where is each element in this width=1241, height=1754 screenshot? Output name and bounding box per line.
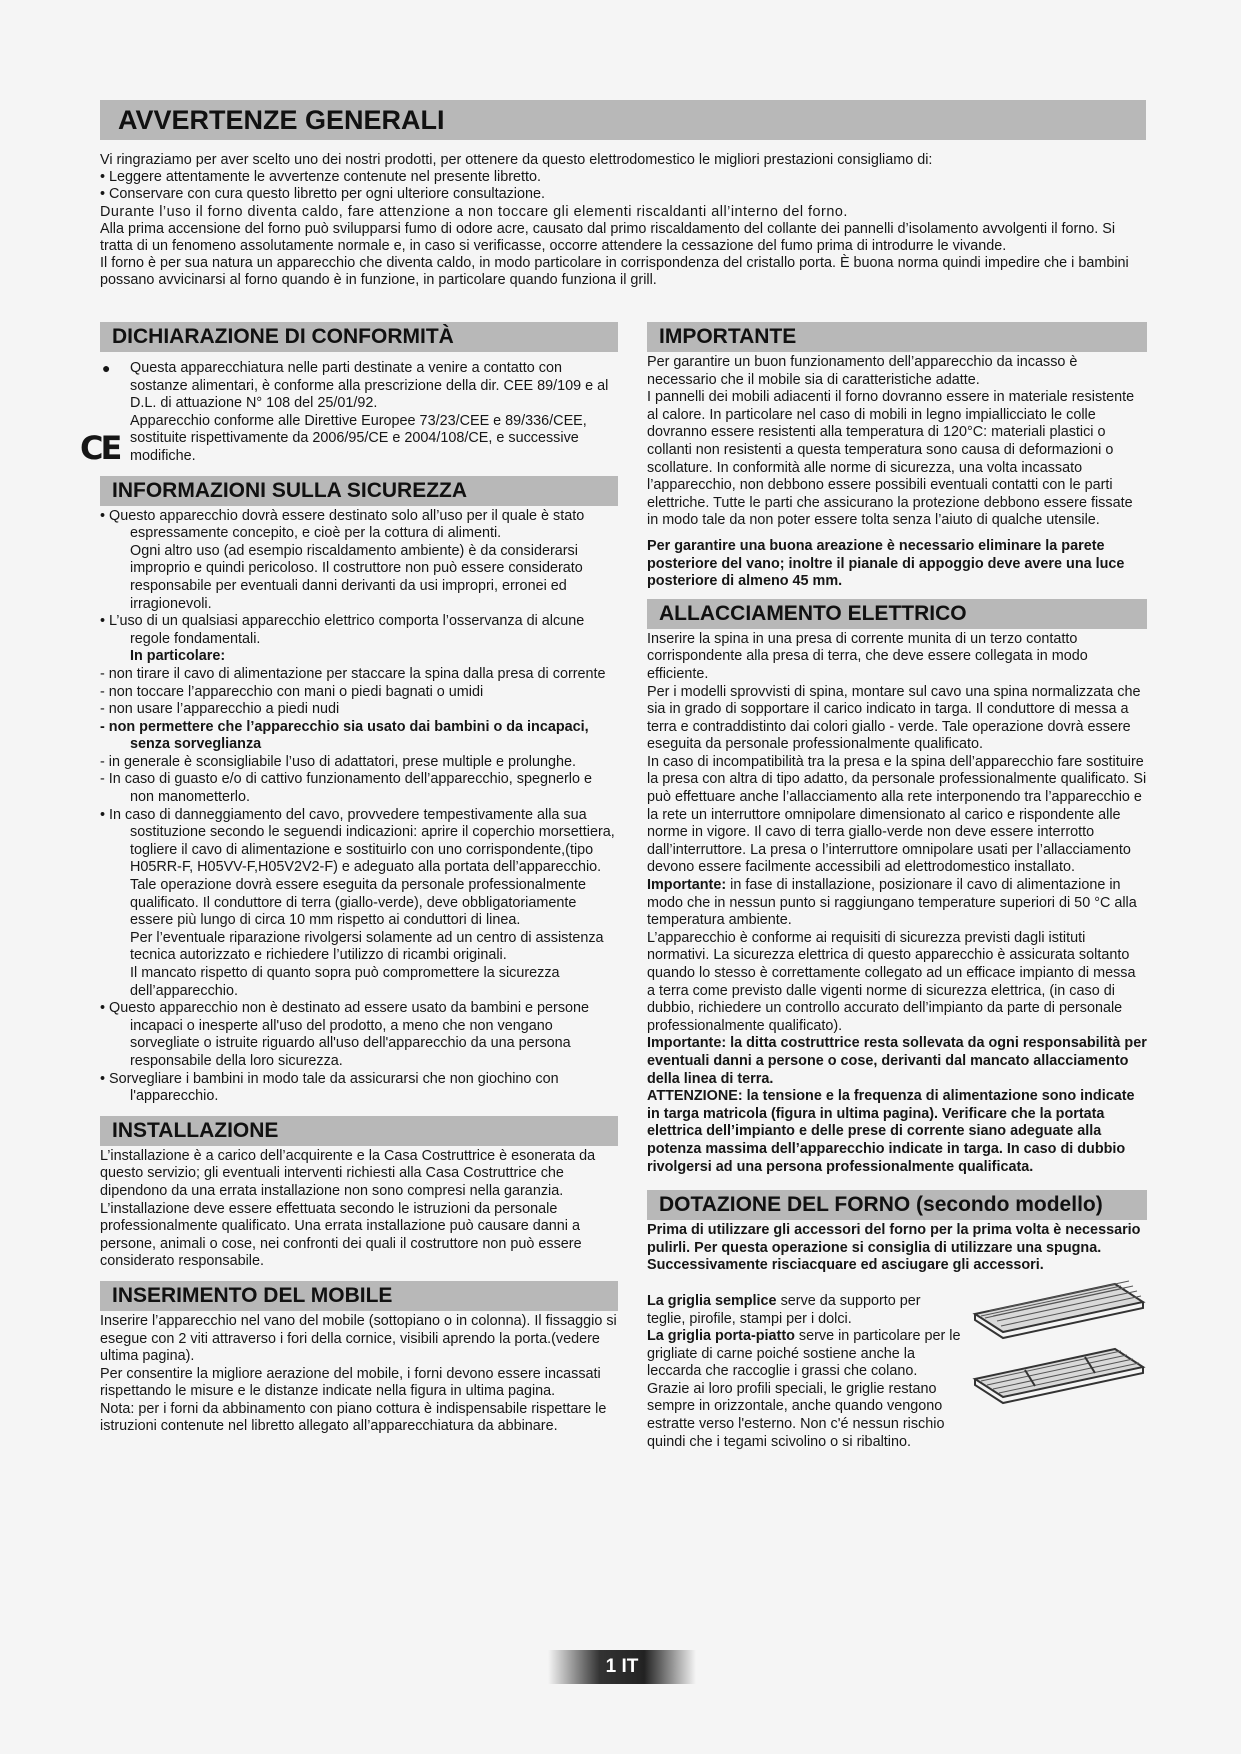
left-column (80, 322, 618, 1436)
section-title-conformita: DICHIARAZIONE DI CONFORMITÀ (100, 322, 618, 352)
intro-line: • Leggere attentamente le avvertenze contenute nel presente libretto. (100, 169, 542, 186)
sicurezza-item: Ogni altro uso (ad esempio riscaldamento ambiente) è da considerarsi improprio e quindi pericoloso. Il costruttore non può essere considerato responsabile per eventuali danni derivanti da usi impropri, erronei ed irragionevoli. (130, 542, 583, 612)
allacciamento-p7: ATTENZIONE: la tensione e la frequenza di alimentazione sono indicate in targa matricola (figura in ultima pagina). Verificare che la portata elettrica dell’impianto e delle prese di corrente siano adeguate alla potenza massima dell’apparecchio indicate in targa. In caso di dubbio rivolgersi ad una persona professionalmente qualificata. (647, 1088, 1135, 1175)
intro-line: Alla prima accensione del forno può svilupparsi fumo di odore acre, causato dal primo riscaldamento del collante dei pannelli d’isolamento avvolgenti il forno. Si tratta di un fenomeno assolutamente normale e, in caso si verificasse, occorre attendere la cessazione del fumo prima di introdurre le vivande. (100, 220, 1116, 255)
intro-text (100, 152, 1146, 290)
mobile-body (100, 1313, 618, 1436)
sicurezza-item: Per l’eventuale riparazione rivolgersi solamente ad un centro di assistenza tecnica autorizzato e richiedere l’utilizzo di ricambi originali. (130, 929, 604, 964)
allacciamento-p3: In caso di incompatibilità tra la presa e la spina dell’apparecchio fare sostituire la presa con altra di tipo adatto, da personale professionalmente qualificato. Si può effettuare anche l’allacciamento alla rete interponendo tra l’apparecchio e la rete un interruttore omnipolare dimensionato al carico e rispondente alle norme in vigore. Il cavo di terra giallo-verde non deve essere interrotto dall’interruttore. La presa o l’interruttore omnipolare usati per l’allacciamento devono essere facilmente accessibili ad elettrodomestico installato. (647, 753, 1147, 876)
mobile-p2: Per consentire la migliore aerazione del mobile, i forni devono essere incassati rispettando le misure e le distanze indicate nella figura in ultima pagina. (100, 1365, 601, 1400)
page-title: AVVERTENZE GENERALI (100, 100, 1146, 140)
installazione-p2: L’installazione deve essere effettuata secondo le istruzioni da personale professionalmente qualificato. Una errata installazione può causare danni a persone, animali o cose, nei confronti dei quali il costruttore non può essere considerato responsabile. (100, 1200, 582, 1270)
importante-p1: Per garantire un buon funzionamento dell’apparecchio da incasso è necessario che il mobile sia di caratteristiche adatte. (647, 354, 1078, 388)
oven-racks-illustration (965, 1274, 1150, 1409)
conformita-item (100, 360, 618, 466)
sicurezza-item: - in generale è sconsigliabile l’uso di adattatori, prese multiple e prolunghe. (100, 753, 576, 770)
allacciamento-p2: Per i modelli sprovvisti di spina, montare sul cavo una spina normalizzata che sia in grado di sopportare il carico indicato in targa. Il conduttore di messa a terra e contraddistinto dai colori giallo - verde. Tale operazione dovrà essere eseguita da personale professionalmente qualificato. (647, 683, 1141, 753)
importante-p3: Per garantire una buona areazione è necessario eliminare la parete posteriore del vano; inoltre il pianale di appoggio deve avere una luce posteriore di almeno 45 mm. (647, 537, 1125, 590)
griglia-porta-piatto-label: La griglia porta-piatto (647, 1328, 795, 1345)
sicurezza-item: - non toccare l’apparecchio con mani o piedi bagnati o umidi (100, 683, 484, 700)
griglia-porta-piatto (647, 1328, 962, 1381)
ce-mark-icon: CE (80, 429, 120, 467)
griglia-semplice-text: serve da supporto per teglie, pirofile, stampi per i dolci. (647, 1292, 921, 1327)
sicurezza-body (100, 508, 618, 1106)
sicurezza-item: • In caso di danneggiamento del cavo, provvedere tempestivamente alla sua sostituzione secondo le seguendi indicazioni: aprire il coperchio morsettiera, togliere il cavo di alimentazione e sostituirlo con uno corrispondente,(tipo H05RR-F, H05VV-F,H05V2V2-F) e adeguato alla portata dell’apparecchio. Tale operazione dovrà essere eseguita da personale professionalmente qualificato. Il conduttore di terra (giallo-verde), deve obbligatoriamente essere più lungo di circa 10 mm rispetto ai conduttori di linea. (100, 806, 615, 929)
allacciamento-p5: L’apparecchio è conforme ai requisiti di sicurezza previsti dagli istituti normativi. La sicurezza elettrica di questo apparecchio è assicurata soltanto quando lo stesso è correttamente collegato ad un efficace impianto di messa a terra come previsto dalle vigenti norme di sicurezza elettrica, (in caso di dubbio, richiedere un controllo accurato dell’impianto da parte di personale professionalmente qualificato). (647, 929, 1136, 1034)
page-number: 1 IT (548, 1650, 696, 1684)
section-title-sicurezza: INFORMAZIONI SULLA SICUREZZA (100, 476, 618, 506)
sicurezza-item: Il mancato rispetto di quanto sopra può compromettere la sicurezza dell’apparecchio. (130, 965, 560, 999)
allacciamento-p1: Inserire la spina in una presa di corrente munita di un terzo contatto corrispondente alla presa di terra, che deve essere collegata in modo efficiente. (647, 630, 1088, 682)
sicurezza-item: • Questo apparecchio non è destinato ad essere usato da bambini e persone incapaci o inesperte all'uso del prodotto, a meno che non vengano sorvegliate o istruite riguardo all'uso dell'apparecchio da una persona responsabile della loro sicurezza. (100, 1000, 590, 1069)
mobile-p3: Nota: per i forni da abbinamento con piano cottura è indispensabile rispettare le istruzioni contenute nel libretto allegato all’apparecchiatura da abbinare. (100, 1400, 607, 1435)
rack-bottom (975, 1349, 1143, 1403)
intro-line: Durante l’uso il forno diventa caldo, fare attenzione a non toccare gli elementi riscaldanti all’interno del forno. (100, 203, 848, 220)
sicurezza-item: • L’uso di un qualsiasi apparecchio elettrico comporta l’osservanza di alcune regole fondamentali. (100, 613, 585, 647)
sicurezza-item: • Questo apparecchio dovrà essere destinato solo all’uso per il quale è stato espressamente concepito, e cioè per la cottura di alimenti. (100, 507, 585, 542)
installazione-body (100, 1148, 618, 1271)
conformita-p2: Apparecchio conforme alle Direttive Europee 73/23/CEE e 89/336/CEE, sostituite rispettivamente da 2006/95/CE e 2004/108/CE, e successive modifiche. (130, 412, 587, 464)
dotazione-body (647, 1222, 1147, 1451)
installazione-p1: L’installazione è a carico dell’acquirente e la Casa Costruttrice è esonerata da questo servizio; gli eventuali interventi richiesti alla Casa Costruttrice che dipendono da una errata installazione non sono compresi nella garanzia. (100, 1147, 596, 1199)
sicurezza-subheading: In particolare: (130, 648, 226, 665)
importante-p2: I pannelli dei mobili adiacenti il forno dovranno essere in materiale resistente al calore. In particolare nel caso di mobili in legno impiallicciato le colle dovranno essere resistenti alla temperatura di 120°C: materiali plastici o collanti non resistenti a questa temperatura sono causa di deformazioni o scollature. In conformità alle norme di sicurezza, una volta incassato l’apparecchio, non debbono essere possibili eventuali contatti con le parti elettriche. Tutte le parti che assicurano la protezione debbono essere fissate in modo tale da non poter essere tolta senza l’aiuto di qualche utensile. (647, 389, 1135, 529)
right-column (647, 322, 1147, 1451)
sicurezza-item: • Sorvegliare i bambini in modo tale da assicurarsi che non giochino con l'apparecchio. (100, 1070, 559, 1105)
griglia-semplice (647, 1293, 962, 1328)
intro-line: Vi ringraziamo per aver scelto uno dei nostri prodotti, per ottenere da questo elettrodomestico le migliori prestazioni consigliamo di: (100, 152, 933, 168)
allacciamento-p4-text: in fase di installazione, posizionare il cavo di alimentazione in modo che in nessun punto si raggiungano temperature superiori di 50 °C alla temperatura ambiente. (647, 877, 1137, 929)
allacciamento-body (647, 631, 1147, 1176)
allacciamento-p6: Importante: la ditta costruttrice resta sollevata da ogni responsabilità per eventuali danni a persone o cose, derivanti dal mancato allacciamento della linea di terra. (647, 1035, 1147, 1087)
dotazione-p1: Prima di utilizzare gli accessori del forno per la prima volta è necessario pulirli. Per questa operazione si consiglia di utilizzare una spugna. Successivamente risciacquare ed asciugare gli accessori. (647, 1222, 1141, 1274)
bullet-icon: ● (102, 360, 111, 376)
section-title-allacciamento: ALLACCIAMENTO ELETTRICO (647, 599, 1147, 629)
section-title-mobile: INSERIMENTO DEL MOBILE (100, 1281, 618, 1311)
conformita-p1: Questa apparecchiatura nelle parti destinate a venire a contatto con sostanze alimentari, è conforme alla prescrizione della dir. CEE 89/109 e al D.L. di attuazione N° 108 del 25/01/92. (130, 360, 609, 412)
importante-body (647, 354, 1147, 591)
sicurezza-item: - In caso di guasto e/o di cattivo funzionamento dell’apparecchio, spegnerlo e non manometterlo. (100, 771, 592, 806)
allacciamento-p4-label: Importante: (647, 877, 727, 894)
griglia-semplice-label: La griglia semplice (647, 1292, 777, 1309)
griglia-porta-piatto-text: serve in particolare per le grigliate di carne poiché sostiene anche la leccarda che raccoglie i grassi che colano. (647, 1328, 961, 1380)
mobile-p1: Inserire l’apparecchio nel vano del mobile (sottopiano o in colonna). Il fissaggio si esegue con 2 viti attraverso i fori della cornice, visibili aprendo la porta.(vedere ultima pagina). (100, 1312, 617, 1365)
intro-line: • Conservare con cura questo libretto per ogni ulteriore consultazione. (100, 186, 545, 203)
rack-top (975, 1281, 1143, 1338)
griglie-text (647, 1293, 962, 1451)
sicurezza-item: - non permettere che l’apparecchio sia usato dai bambini o da incapaci, senza sorveglianza (100, 718, 589, 753)
sicurezza-item: - non tirare il cavo di alimentazione per staccare la spina dalla presa di corrente (100, 665, 606, 682)
section-title-installazione: INSTALLAZIONE (100, 1116, 618, 1146)
conformita-body (80, 360, 618, 467)
griglie-note: Grazie ai loro profili speciali, le griglie restano sempre in orizzontale, anche quando vengono estratte verso l'esterno. Non c'é nessun rischio quindi che i tegami scivolino o si ribaltino. (647, 1380, 945, 1450)
sicurezza-item: - non usare l’apparecchio a piedi nudi (100, 701, 340, 718)
section-title-dotazione: DOTAZIONE DEL FORNO (secondo modello) (647, 1190, 1147, 1220)
section-title-importante: IMPORTANTE (647, 322, 1147, 352)
intro-line: Il forno è per sua natura un apparecchio che diventa caldo, in modo particolare in corrispondenza del cristallo porta. È buona norma quindi impedire che i bambini possano avvicinarsi al forno quando è in funzione, in particolare quando funziona il grill. (100, 255, 1129, 289)
allacciamento-p4 (647, 877, 1147, 930)
